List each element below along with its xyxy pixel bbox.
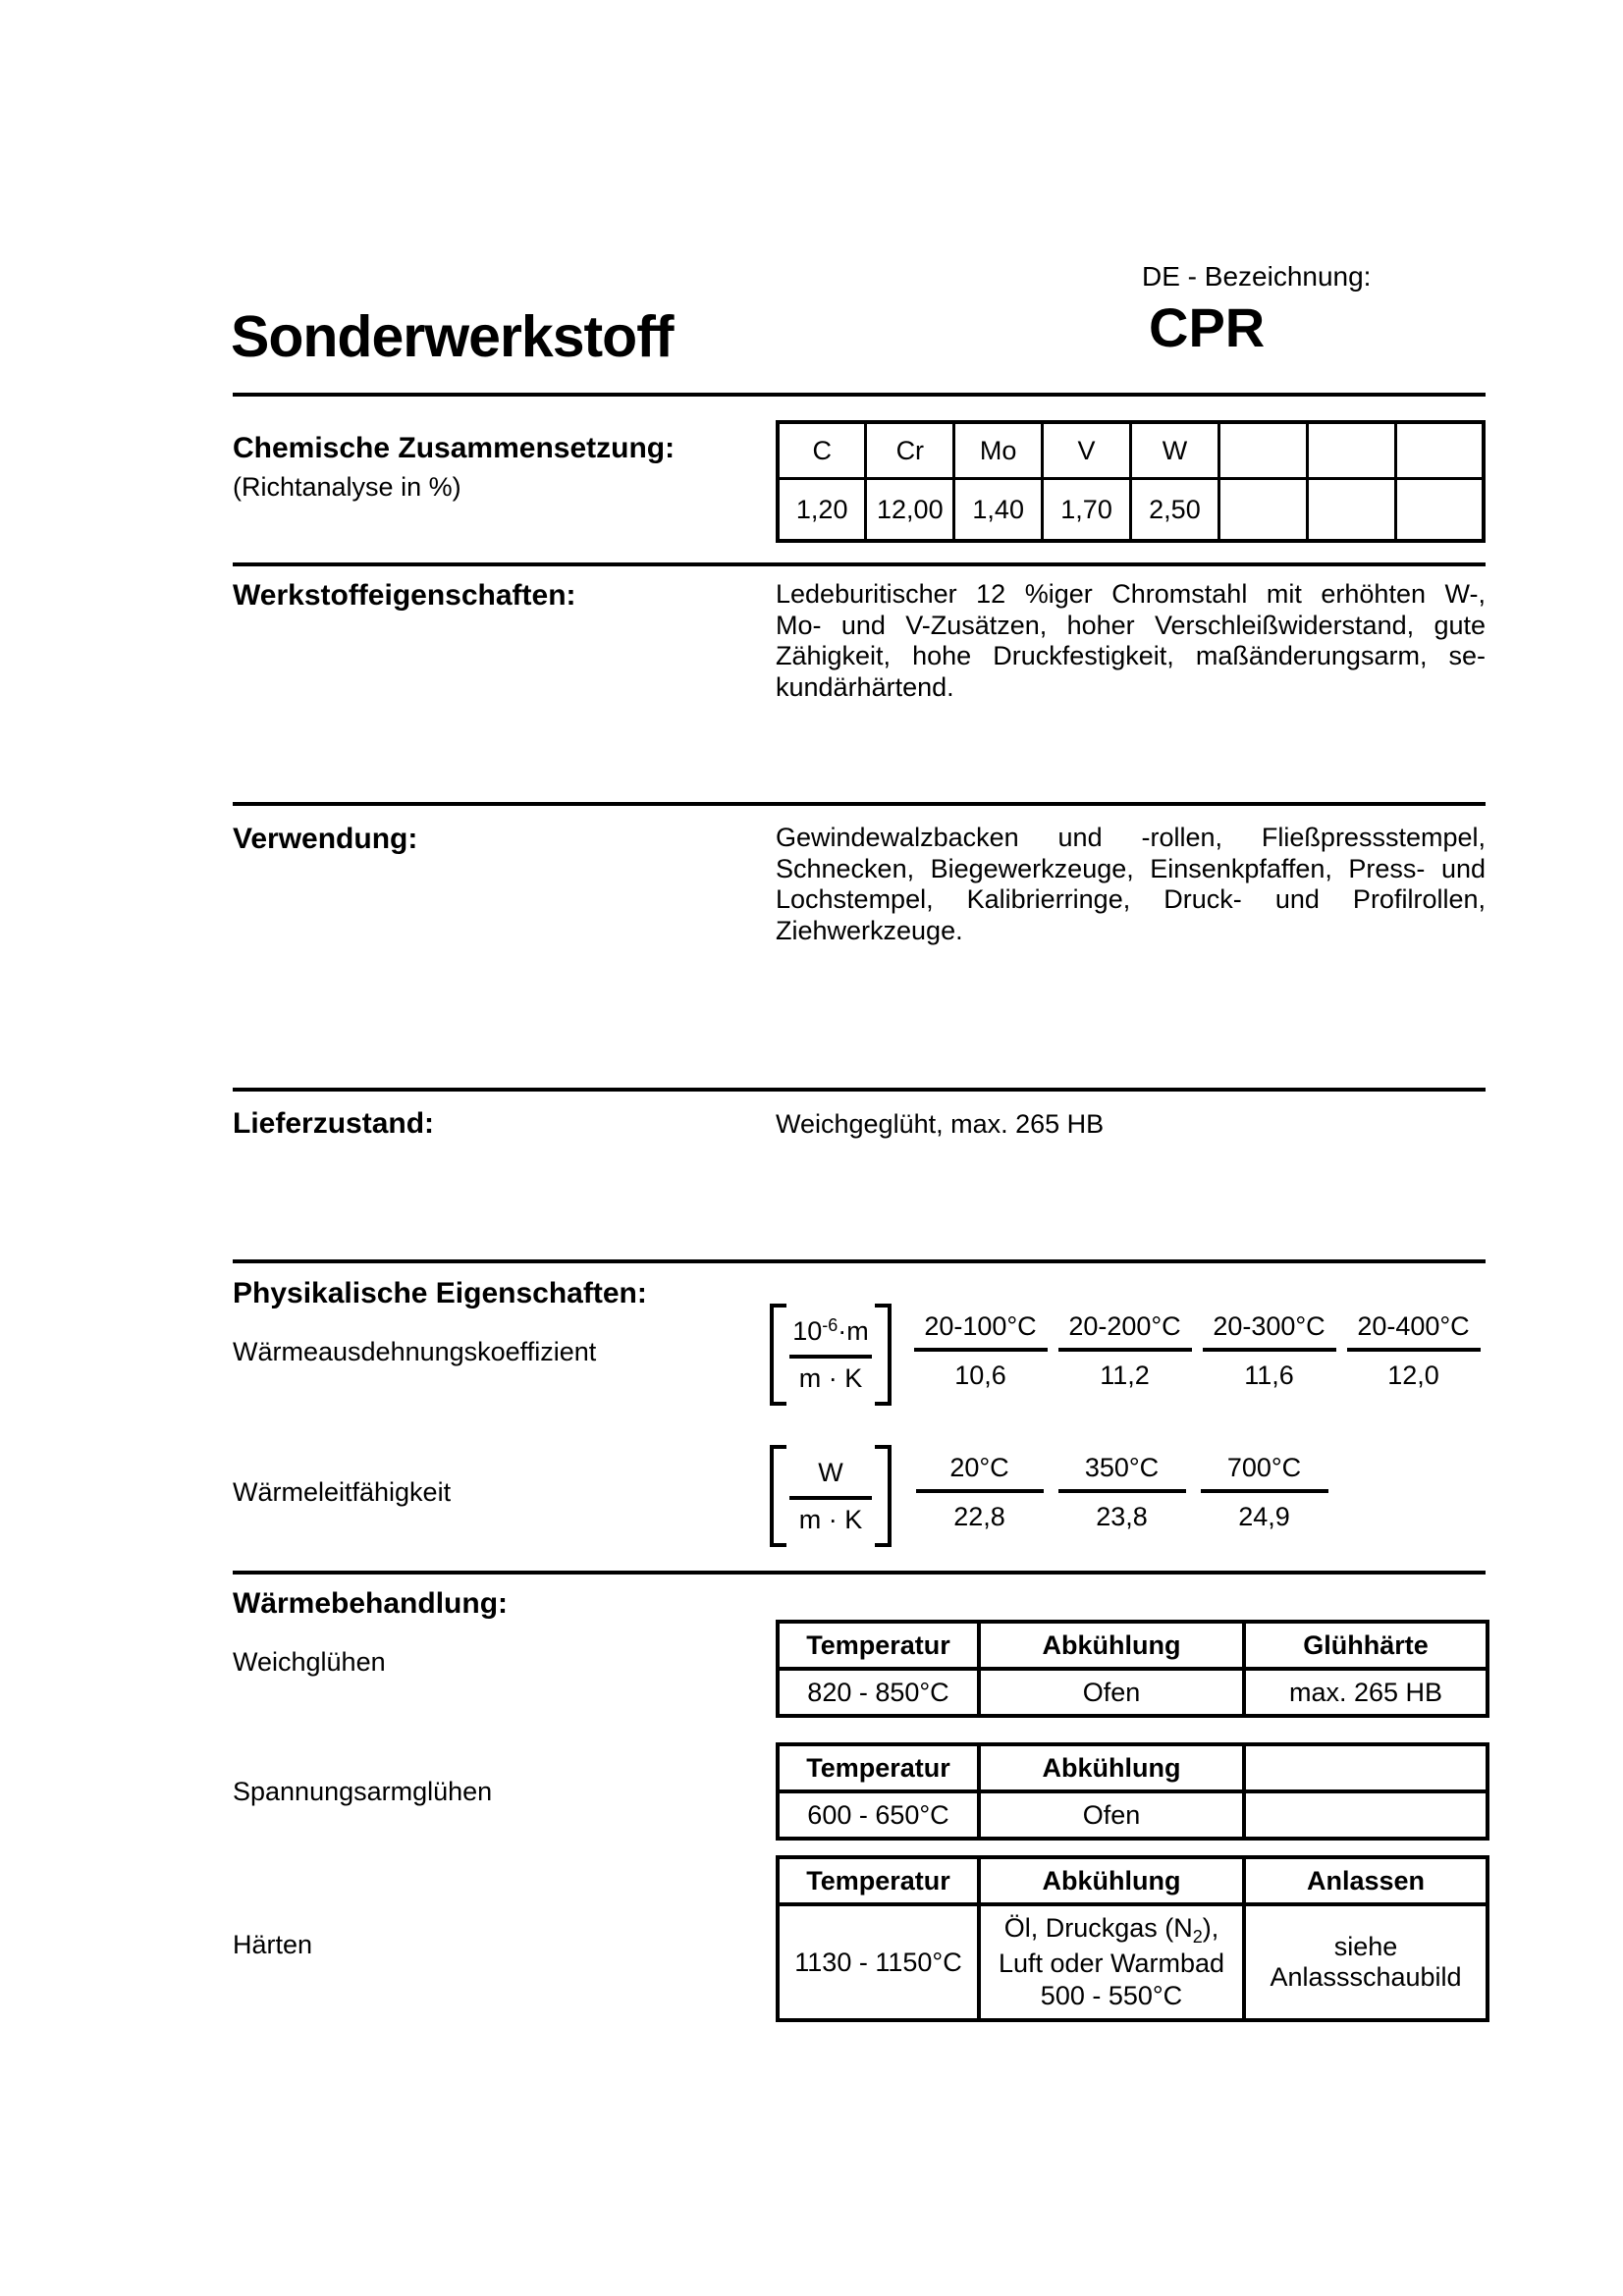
table-header-row [778, 1622, 1488, 1669]
usage-text-line: Ziehwerkzeuge. [776, 915, 963, 945]
properties-text [776, 579, 1486, 703]
thermal-conductivity-columns [908, 1453, 1335, 1531]
chem-value-cell [1218, 479, 1307, 542]
soft-annealing-table [776, 1620, 1489, 1718]
hardening-temp-cell: 1130 - 1150°C [778, 1904, 979, 2020]
thermal-expansion-unit [770, 1304, 892, 1406]
chem-header-cell: C [778, 422, 866, 479]
table-header-cell: Temperatur [778, 1622, 979, 1669]
temp-column: 20-200°C 11,2 [1053, 1311, 1197, 1390]
temp-column: 700°C 24,9 [1193, 1453, 1335, 1531]
stress-relief-table [776, 1742, 1489, 1841]
hardening-label: Härten [233, 1930, 313, 1959]
usage-text [776, 823, 1486, 946]
table-header-row [778, 1744, 1488, 1791]
cooling-line: Öl, Druckgas $(N_2)$, [1003, 1913, 1219, 1947]
column-underline [914, 1348, 1048, 1352]
table-row [778, 1904, 1488, 2020]
usage-text-line: Gewindewalzbacken und -rollen, Fließpressstempel, [776, 823, 1486, 852]
chem-value-row [778, 479, 1484, 542]
temp-column: 20-400°C 12,0 [1341, 1311, 1486, 1390]
fraction-bar [789, 1496, 872, 1500]
table-header-cell: Temperatur [778, 1744, 979, 1791]
chemical-subheading: (Richtanalyse in %) [233, 472, 461, 502]
bracket-right-icon [875, 1445, 892, 1547]
chemical-composition-table [776, 420, 1486, 543]
table-cell: Ofen [979, 1791, 1244, 1839]
usage-heading: Verwendung: [233, 823, 418, 855]
chem-value-cell: 1,70 [1043, 479, 1131, 542]
column-underline [1058, 1348, 1192, 1352]
table-cell: 820 - 850°C [778, 1669, 979, 1716]
chem-header-cell: V [1043, 422, 1131, 479]
chem-header-row [778, 422, 1484, 479]
unit-denominator: m · K [798, 1362, 863, 1393]
bracket-right-icon [875, 1304, 892, 1406]
usage-text-line: Schnecken, Biegewerkzeuge, Einsenkpfaffen, Press- und [776, 853, 1486, 883]
section-rule [233, 393, 1486, 397]
column-underline [1058, 1489, 1186, 1493]
table-header-cell: Abkühlung [979, 1857, 1244, 1904]
column-underline [1201, 1489, 1328, 1493]
hardening-tempering-cell: siehe Anlassschaubild [1244, 1904, 1488, 2020]
delivery-heading: Lieferzustand: [233, 1107, 435, 1140]
chem-value-cell [1307, 479, 1395, 542]
cooling-line: 500 - 550°C [1040, 1981, 1183, 2010]
properties-text-line: Ledeburitischer 12 %iger Chromstahl mit erhöhten W-, [776, 579, 1486, 609]
temp-column: 20-100°C 10,6 [908, 1311, 1053, 1390]
temp-column: 20°C 22,8 [908, 1453, 1051, 1531]
properties-text-line: Mo- und V-Zusätzen, hoher Verschleißwiderstand, gute [776, 610, 1486, 640]
delivery-value: Weichgeglüht, max. 265 HB [776, 1109, 1105, 1139]
table-cell [1244, 1791, 1488, 1839]
bracket-left-icon [770, 1304, 786, 1406]
chem-header-cell: W [1131, 422, 1219, 479]
unit-denominator: m · K [798, 1504, 863, 1534]
table-row [778, 1791, 1488, 1839]
stress-relief-label: Spannungsarmglühen [233, 1777, 493, 1806]
section-rule [233, 1259, 1486, 1263]
section-rule [233, 562, 1486, 566]
hardening-table [776, 1855, 1489, 2022]
section-rule [233, 1088, 1486, 1092]
table-cell: 600 - 650°C [778, 1791, 979, 1839]
thermal-conductivity-label: Wärmeleitfähigkeit [233, 1477, 452, 1507]
column-underline [916, 1489, 1044, 1493]
chem-header-cell [1395, 422, 1484, 479]
chem-header-cell: Mo [954, 422, 1043, 479]
fraction-bar [789, 1355, 872, 1359]
section-rule [233, 1571, 1486, 1575]
chem-header-cell: Cr [866, 422, 954, 479]
table-header-cell: Temperatur [778, 1857, 979, 1904]
table-cell: Ofen [979, 1669, 1244, 1716]
chem-value-cell: 1,20 [778, 479, 866, 542]
chem-header-cell [1307, 422, 1395, 479]
heat-treatment-heading: Wärmebehandlung: [233, 1587, 509, 1620]
unit-numerator: W [818, 1457, 843, 1487]
unit-numerator: $10^{-6}\cdot m$ [792, 1314, 869, 1346]
bracket-left-icon [770, 1445, 786, 1547]
soft-annealing-label: Weichglühen [233, 1647, 386, 1677]
usage-text-line: Lochstempel, Kalibrierringe, Druck- und Profilrollen, [776, 884, 1486, 914]
physical-heading: Physikalische Eigenschaften: [233, 1277, 647, 1309]
temp-column: 350°C 23,8 [1051, 1453, 1193, 1531]
chem-value-cell: 2,50 [1131, 479, 1219, 542]
table-header-row [778, 1857, 1488, 1904]
table-header-cell: Anlassen [1244, 1857, 1488, 1904]
de-designation-label: DE - Bezeichnung: [1142, 261, 1372, 292]
thermal-expansion-label: Wärmeausdehnungskoeffizient [233, 1337, 597, 1366]
table-row [778, 1669, 1488, 1716]
column-underline [1203, 1348, 1336, 1352]
chem-value-cell [1395, 479, 1484, 542]
designation-value: CPR [1149, 296, 1266, 358]
section-rule [233, 802, 1486, 806]
table-header-cell [1244, 1744, 1488, 1791]
table-header-cell: Abkühlung [979, 1744, 1244, 1791]
chemical-heading: Chemische Zusammensetzung: [233, 432, 676, 464]
properties-text-line: kundärhärtend. [776, 671, 954, 702]
table-cell: max. 265 HB [1244, 1669, 1488, 1716]
table-header-cell: Abkühlung [979, 1622, 1244, 1669]
thermal-expansion-columns [908, 1311, 1486, 1390]
column-underline [1347, 1348, 1481, 1352]
doc-title: Sonderwerkstoff [231, 304, 674, 369]
hardening-cooling-cell [979, 1904, 1244, 2020]
chem-header-cell [1218, 422, 1307, 479]
temp-column: 20-300°C 11,6 [1197, 1311, 1341, 1390]
thermal-conductivity-unit [770, 1445, 892, 1547]
chem-value-cell: 1,40 [954, 479, 1043, 542]
cooling-line: Luft oder Warmbad [998, 1949, 1225, 1978]
table-header-cell: Glühhärte [1244, 1622, 1488, 1669]
properties-heading: Werkstoffeigenschaften: [233, 579, 576, 612]
chem-value-cell: 12,00 [866, 479, 954, 542]
properties-text-line: Zähigkeit, hohe Druckfestigkeit, maßänderungsarm, se- [776, 641, 1486, 670]
